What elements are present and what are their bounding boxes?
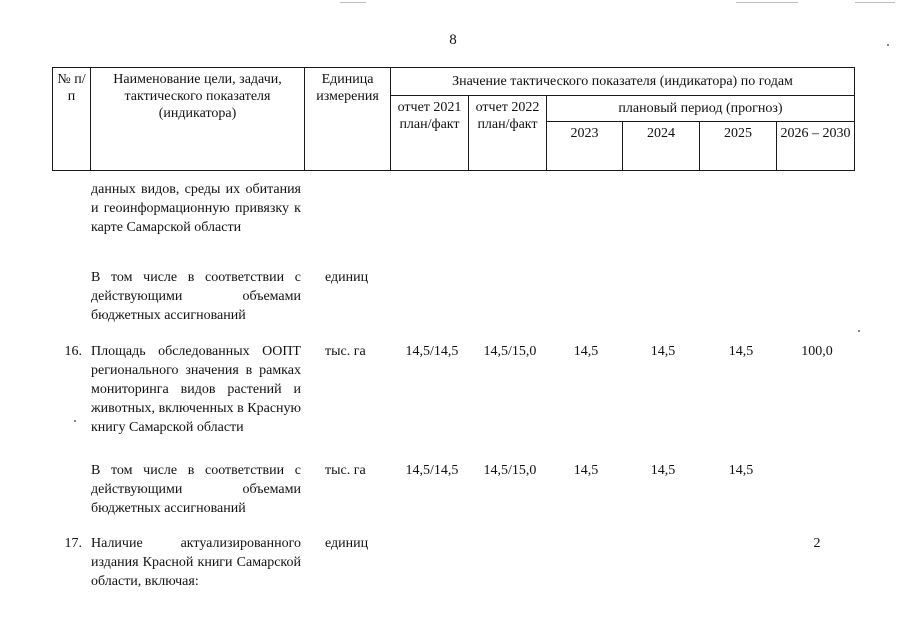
value-2026-2030: 2 xyxy=(813,536,821,551)
value-2026-2030: 100,0 xyxy=(801,344,833,359)
value-2021: 14,5/14,5 xyxy=(405,344,459,359)
value-2022: 14,5/15,0 xyxy=(483,344,537,359)
header-plan-period: плановый период (прогноз) xyxy=(547,96,855,122)
indicator-name: В том числе в соответствии с действующими объемами бюджетных ассигнований xyxy=(91,270,301,323)
page-number: 8 xyxy=(449,32,457,48)
scan-artifact-line xyxy=(855,2,895,3)
value-2023: 14,5 xyxy=(573,344,599,359)
value-2025: 14,5 xyxy=(728,344,754,359)
header-2024: 2024 xyxy=(623,122,700,171)
row-number: 16. xyxy=(64,344,82,359)
table-header xyxy=(52,67,855,171)
unit: единиц xyxy=(325,270,369,285)
header-2022: отчет 2022 план/факт xyxy=(469,96,547,171)
indicator-name: Площадь обследованных ООПТ регионального значения в рамках мониторинга видов растений и животных, включенных в Красную книгу Самарской области xyxy=(91,344,301,435)
scan-speck xyxy=(74,420,76,422)
indicator-name: В том числе в соответствии с действующими объемами бюджетных ассигнований xyxy=(91,463,301,516)
unit: тыс. га xyxy=(325,344,366,359)
indicator-name: Наличие актуализированного издания Красной книги Самарской области, включая: xyxy=(91,536,301,589)
header-name: Наименование цели, задачи, тактического показателя (индикатора) xyxy=(91,68,305,171)
header-2023: 2023 xyxy=(547,122,623,171)
value-2024: 14,5 xyxy=(650,463,676,478)
unit: тыс. га xyxy=(325,463,366,478)
scan-artifact-line xyxy=(736,2,798,3)
header-unit: Единица измерения xyxy=(305,68,391,171)
header-2026-2030: 2026 – 2030 xyxy=(777,122,855,171)
scan-speck xyxy=(858,330,860,332)
unit: единиц xyxy=(325,536,369,551)
value-2023: 14,5 xyxy=(573,463,599,478)
header-num: № п/п xyxy=(53,68,91,171)
value-2021: 14,5/14,5 xyxy=(405,463,459,478)
value-2025: 14,5 xyxy=(728,463,754,478)
indicator-name: данных видов, среды их обитания и геоинформационную привязку к карте Самарской области xyxy=(91,182,301,235)
value-2022: 14,5/15,0 xyxy=(483,463,537,478)
value-2024: 14,5 xyxy=(650,344,676,359)
header-2021: отчет 2021 план/факт xyxy=(391,96,469,171)
header-values-by-year: Значение тактического показателя (индикатора) по годам xyxy=(391,68,855,96)
header-2025: 2025 xyxy=(700,122,777,171)
scan-artifact-line xyxy=(340,2,366,3)
row-number: 17. xyxy=(64,536,82,551)
